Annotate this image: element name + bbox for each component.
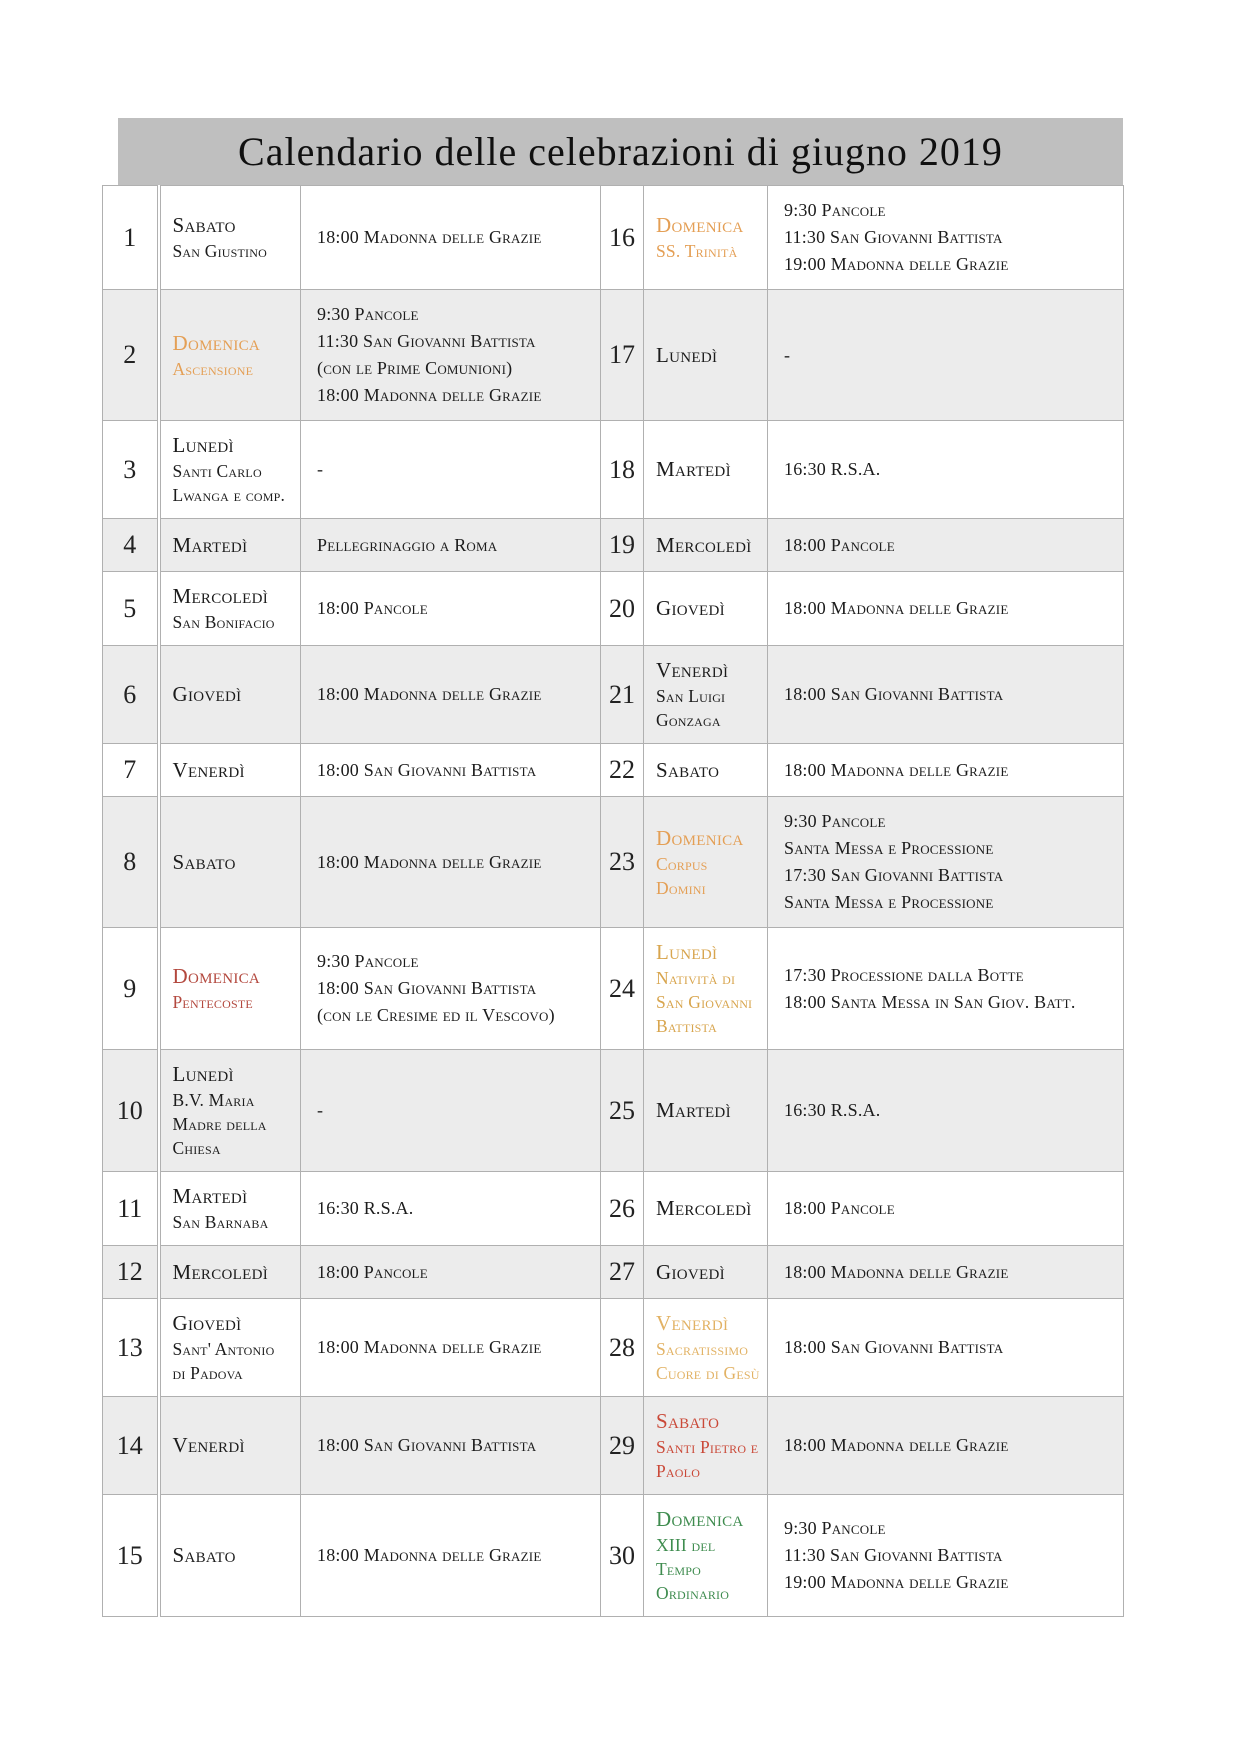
- calendar-row: [103, 1397, 1124, 1495]
- day-number: 10: [103, 1050, 159, 1172]
- day-name: [159, 744, 301, 797]
- day-name: [644, 186, 768, 290]
- day-number: 22: [601, 744, 644, 797]
- celebrations: [768, 928, 1124, 1050]
- feast-label: XIII del Tempo: [656, 1535, 716, 1579]
- weekday-label: Mercoledì: [172, 584, 269, 608]
- weekday-label: Lunedì: [656, 940, 718, 964]
- celebrations: [768, 1172, 1124, 1246]
- weekday-label: Giovedì: [656, 1259, 725, 1284]
- calendar-row: [103, 1172, 1124, 1246]
- title-bar: [118, 118, 1123, 185]
- day-name: [644, 519, 768, 572]
- feast-label: Ascensione: [172, 358, 254, 379]
- celebration-line: -: [317, 459, 324, 479]
- celebrations: [768, 186, 1124, 290]
- weekday-label: Venerdì: [172, 1433, 245, 1457]
- feast-label: Sant' Antonio: [172, 1339, 275, 1359]
- day-name: [159, 290, 301, 421]
- celebration-line: 19:00 Madonna delle Grazie: [784, 254, 1009, 274]
- celebration-line: -: [317, 1100, 324, 1120]
- feast-label: Ordinario: [656, 1583, 730, 1603]
- celebrations: [301, 572, 601, 646]
- feast-label: Madre della: [172, 1114, 267, 1134]
- celebrations: [768, 572, 1124, 646]
- day-number: 4: [103, 519, 159, 572]
- celebration-line: 19:00 Madonna delle Grazie: [784, 1572, 1009, 1592]
- feast-label: Pentecoste: [172, 992, 253, 1012]
- weekday-label: Martedì: [656, 1098, 731, 1122]
- celebration-line: 11:30 San Giovanni Battista: [784, 227, 1003, 247]
- calendar-row: [103, 186, 1124, 290]
- weekday-label: Domenica: [656, 213, 744, 237]
- celebrations: [301, 797, 601, 928]
- celebration-line: Pellegrinaggio a Roma: [317, 534, 498, 555]
- calendar-row: [103, 290, 1124, 421]
- weekday-label: Sabato: [172, 1543, 236, 1567]
- celebration-line: 18:00 San Giovanni Battista: [317, 978, 537, 998]
- feast-label: Cuore di Gesù: [656, 1363, 760, 1383]
- celebration-line: 9:30 Pancole: [317, 951, 419, 971]
- calendar-row: [103, 1495, 1124, 1617]
- celebration-line: 18:00 Madonna delle Grazie: [784, 1435, 1009, 1455]
- day-number: 6: [103, 646, 159, 744]
- feast-label: Natività di: [656, 968, 736, 988]
- day-name: [159, 797, 301, 928]
- weekday-label: Mercoledì: [656, 1196, 752, 1220]
- celebration-line: 18:00 Madonna delle Grazie: [317, 851, 542, 872]
- weekday-label: Mercoledì: [656, 532, 752, 557]
- feast-label: San Luigi: [656, 686, 726, 706]
- feast-label: Santi Pietro e: [656, 1437, 759, 1457]
- calendar-row: [103, 572, 1124, 646]
- day-number: 26: [601, 1172, 644, 1246]
- day-number: 3: [103, 421, 159, 519]
- celebration-line: Santa Messa e Processione: [784, 838, 994, 858]
- day-number: 8: [103, 797, 159, 928]
- celebrations: [768, 1299, 1124, 1397]
- day-number: 28: [601, 1299, 644, 1397]
- celebration-line: 18:00 Madonna delle Grazie: [317, 227, 542, 247]
- calendar-row: [103, 1050, 1124, 1172]
- day-name: [644, 1397, 768, 1495]
- celebrations: [768, 646, 1124, 744]
- celebration-line: 11:30 San Giovanni Battista: [784, 1545, 1003, 1565]
- celebrations: [768, 519, 1124, 572]
- day-number: 2: [103, 290, 159, 421]
- day-name: [159, 1397, 301, 1495]
- celebrations: [768, 1050, 1124, 1172]
- calendar-row: [103, 1246, 1124, 1299]
- day-number: 14: [103, 1397, 159, 1495]
- day-number: 21: [601, 646, 644, 744]
- day-name: [644, 572, 768, 646]
- weekday-label: Martedì: [172, 532, 248, 557]
- celebrations: [301, 1246, 601, 1299]
- day-number: 27: [601, 1246, 644, 1299]
- feast-label: San Barnaba: [172, 1212, 269, 1232]
- day-name: [159, 421, 301, 519]
- day-number: 11: [103, 1172, 159, 1246]
- calendar-row: [103, 1299, 1124, 1397]
- page-title: Calendario delle celebrazioni di giugno 2019: [238, 129, 1003, 174]
- calendar-row: [103, 797, 1124, 928]
- day-name: [644, 744, 768, 797]
- day-number: 24: [601, 928, 644, 1050]
- weekday-label: Venerdì: [172, 757, 245, 782]
- day-name: [159, 928, 301, 1050]
- feast-label: Gonzaga: [656, 710, 721, 730]
- day-name: [644, 1172, 768, 1246]
- celebrations: [301, 1172, 601, 1246]
- day-number: 16: [601, 186, 644, 290]
- celebration-line: 9:30 Pancole: [317, 304, 419, 324]
- feast-label: San Giovanni: [656, 992, 753, 1012]
- celebrations: [768, 1495, 1124, 1617]
- celebration-line: 18:00 Madonna delle Grazie: [784, 1261, 1009, 1282]
- calendar-row: [103, 744, 1124, 797]
- celebration-line: 18:00 Madonna delle Grazie: [784, 598, 1009, 618]
- day-name: [159, 1172, 301, 1246]
- day-number: 5: [103, 572, 159, 646]
- weekday-label: Domenica: [656, 1507, 744, 1531]
- feast-label: Chiesa: [172, 1138, 221, 1158]
- day-number: 17: [601, 290, 644, 421]
- day-number: 18: [601, 421, 644, 519]
- celebration-line: 18:00 Madonna delle Grazie: [317, 684, 542, 704]
- weekday-label: Domenica: [172, 964, 261, 988]
- feast-label: SS. Trinità: [656, 241, 738, 261]
- day-number: 13: [103, 1299, 159, 1397]
- celebration-line: 18:00 San Giovanni Battista: [784, 1337, 1004, 1357]
- weekday-label: Giovedì: [172, 1311, 242, 1335]
- celebration-line: 9:30 Pancole: [784, 1518, 886, 1538]
- celebration-line: 17:30 San Giovanni Battista: [784, 865, 1004, 885]
- day-number: 19: [601, 519, 644, 572]
- celebration-line: 18:00 Madonna delle Grazie: [317, 385, 542, 405]
- celebration-line: 18:00 Madonna delle Grazie: [317, 1545, 542, 1565]
- celebration-line: 11:30 San Giovanni Battista: [317, 331, 536, 351]
- day-name: [644, 1299, 768, 1397]
- calendar-row: [103, 421, 1124, 519]
- day-number: 7: [103, 744, 159, 797]
- celebrations: [301, 646, 601, 744]
- day-number: 20: [601, 572, 644, 646]
- day-name: [644, 928, 768, 1050]
- day-number: 25: [601, 1050, 644, 1172]
- weekday-label: Sabato: [656, 1409, 720, 1433]
- celebration-line: Santa Messa e Processione: [784, 892, 994, 912]
- celebrations: [768, 1397, 1124, 1495]
- celebration-line: 18:00 Madonna delle Grazie: [784, 759, 1009, 780]
- day-name: [644, 1495, 768, 1617]
- day-number: 30: [601, 1495, 644, 1617]
- day-name: [159, 1299, 301, 1397]
- day-number: 23: [601, 797, 644, 928]
- celebration-line: 18:00 Pancole: [784, 1198, 895, 1218]
- feast-label: Corpus Domini: [656, 853, 708, 898]
- day-name: [644, 421, 768, 519]
- day-name: [159, 1495, 301, 1617]
- feast-label: San Bonifacio: [172, 612, 275, 632]
- calendar-document: [102, 118, 1123, 1617]
- feast-label: Battista: [656, 1016, 717, 1036]
- weekday-label: Martedì: [172, 1184, 248, 1208]
- day-name: [159, 519, 301, 572]
- celebrations: [768, 797, 1124, 928]
- celebration-line: 18:00 Santa Messa in San Giov. Batt.: [784, 991, 1076, 1012]
- weekday-label: Giovedì: [172, 682, 242, 706]
- day-name: [644, 1246, 768, 1299]
- day-name: [159, 1246, 301, 1299]
- celebration-line: 18:00 San Giovanni Battista: [784, 684, 1004, 704]
- weekday-label: Venerdì: [656, 1311, 729, 1335]
- celebrations: [301, 928, 601, 1050]
- day-number: 9: [103, 928, 159, 1050]
- calendar-row: [103, 646, 1124, 744]
- day-name: [644, 797, 768, 928]
- weekday-label: Sabato: [172, 213, 236, 237]
- weekday-label: Sabato: [172, 849, 236, 874]
- celebration-line: 18:00 Pancole: [317, 1261, 428, 1282]
- day-name: [159, 572, 301, 646]
- celebration-line: 18:00 Pancole: [784, 534, 895, 555]
- celebration-line: -: [784, 344, 791, 365]
- celebrations: [768, 1246, 1124, 1299]
- celebrations: [301, 421, 601, 519]
- celebration-line: 18:00 Pancole: [317, 598, 428, 618]
- weekday-label: Sabato: [656, 757, 720, 782]
- day-number: 29: [601, 1397, 644, 1495]
- feast-label: Lwanga e comp.: [172, 485, 286, 505]
- celebrations: [301, 290, 601, 421]
- feast-label: Sacratissimo: [656, 1339, 749, 1359]
- celebration-line: 9:30 Pancole: [784, 811, 886, 831]
- day-number: 1: [103, 186, 159, 290]
- celebration-line: 16:30 R.S.A.: [784, 459, 881, 479]
- celebration-line: 16:30 R.S.A.: [784, 1100, 881, 1120]
- celebrations: [301, 186, 601, 290]
- weekday-label: Lunedì: [172, 1062, 234, 1086]
- celebration-line: 9:30 Pancole: [784, 200, 886, 220]
- celebration-line: 18:00 Madonna delle Grazie: [317, 1337, 542, 1357]
- calendar-table: [102, 185, 1124, 1617]
- feast-label: B.V. Maria: [172, 1090, 255, 1110]
- weekday-label: Domenica: [172, 330, 261, 355]
- day-name: [159, 186, 301, 290]
- weekday-label: Martedì: [656, 457, 731, 481]
- celebration-line: (con le Prime Comunioni): [317, 358, 513, 378]
- feast-label: di Padova: [172, 1363, 243, 1383]
- calendar-row: [103, 519, 1124, 572]
- weekday-label: Giovedì: [656, 596, 725, 620]
- feast-label: San Giustino: [172, 241, 267, 261]
- celebrations: [301, 1299, 601, 1397]
- weekday-label: Domenica: [656, 825, 744, 850]
- day-number: 12: [103, 1246, 159, 1299]
- celebrations: [301, 744, 601, 797]
- day-name: [159, 646, 301, 744]
- celebrations: [301, 1495, 601, 1617]
- celebration-line: (con le Cresime ed il Vescovo): [317, 1005, 555, 1025]
- celebration-line: 17:30 Processione dalla Botte: [784, 964, 1024, 985]
- calendar-row: [103, 928, 1124, 1050]
- weekday-label: Venerdì: [656, 658, 729, 682]
- celebrations: [301, 519, 601, 572]
- celebrations: [768, 744, 1124, 797]
- day-name: [159, 1050, 301, 1172]
- weekday-label: Mercoledì: [172, 1259, 269, 1284]
- day-name: [644, 1050, 768, 1172]
- celebrations: [768, 421, 1124, 519]
- day-name: [644, 290, 768, 421]
- day-number: 15: [103, 1495, 159, 1617]
- weekday-label: Lunedì: [656, 342, 718, 367]
- celebration-line: 16:30 R.S.A.: [317, 1198, 414, 1218]
- celebrations: [301, 1397, 601, 1495]
- day-name: [644, 646, 768, 744]
- celebrations: [301, 1050, 601, 1172]
- weekday-label: Lunedì: [172, 433, 234, 457]
- celebrations: [768, 290, 1124, 421]
- celebration-line: 18:00 San Giovanni Battista: [317, 1435, 537, 1455]
- feast-label: Santi Carlo: [172, 461, 262, 481]
- feast-label: Paolo: [656, 1461, 701, 1481]
- celebration-line: 18:00 San Giovanni Battista: [317, 759, 537, 780]
